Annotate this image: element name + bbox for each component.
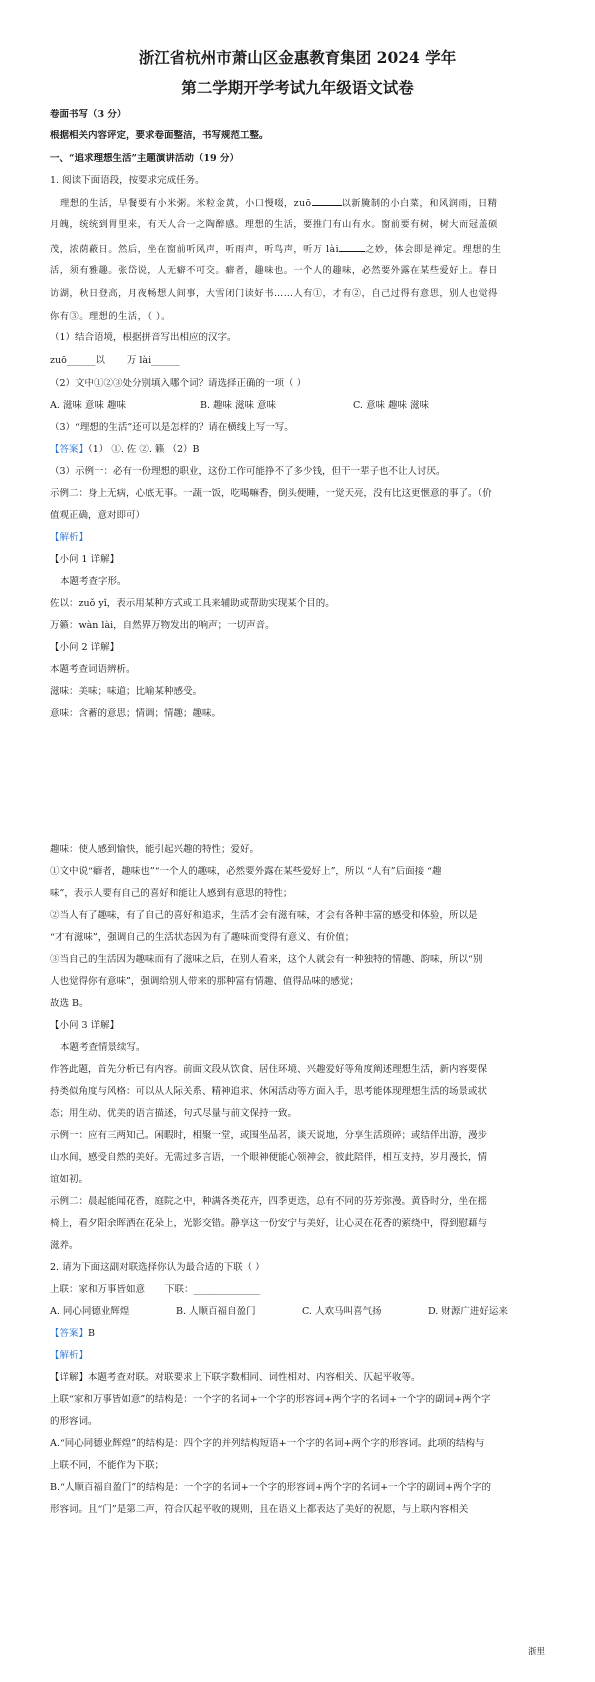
detail-line: ②当人有了趣味，有了自己的喜好和追求，生活才会有滋有味，才会有各种丰富的感受和体验，所以是 [50,910,478,921]
detail-line: 意味：含蓄的意思；情调；情趣；趣味。 [50,708,222,719]
detail-line: 示例一：应有三两知己。闲暇时，相聚一堂，或围坐品茗，谈天说地，分享生活琐碎；或结伴出游，漫步 [50,1130,488,1141]
detail-line: B.“人顺百福自盈门”的结构是：一个字的名词+一个字的形容词+两个字的名词+一个字的副词+两个字的 [50,1482,492,1493]
detail-line: 【详解】本题考查对联。对联要求上下联字数相同、词性相对、内容相关、仄起平收等。 [50,1372,421,1383]
title-line-2: 第二学期开学考试九年级语文试卷 [181,78,414,97]
section-1-heading: 一、“追求理想生活”主题演讲活动（19 分） [50,153,239,164]
q1-sub2: （2）文中①②③处分别填入哪个词？请选择正确的一项（ ） [50,378,307,389]
q1-options [50,400,545,412]
detail-line: 本题考查词语辨析。 [50,664,136,675]
detail-line: 态；用生动、优美的语言描述，句式尽量与前文保持一致。 [50,1108,298,1119]
detail-line: 作答此题，首先分析已有内容。前面文段从饮食、居住环境、兴趣爱好等角度阐述理想生活，新内容要保 [50,1064,488,1075]
detail-line: A.“同心同德业辉煌”的结构是：四个字的并列结构短语+一个字的名词+两个字的形容词。此项的结构与 [50,1438,485,1449]
detail-line: 形容词。且“门”是第二声，符合仄起平收的规则，且在语义上都表达了美好的祝愿，与上联内容相关 [50,1504,469,1515]
detail-line: 本题考查字形。 [60,576,127,587]
handwriting-note: 根据相关内容评定，要求卷面整洁，书写规范工整。 [50,130,269,141]
title-line-1: 浙江省杭州市萧山区金惠教育集团 2024 学年 [138,48,457,67]
detail-line: “才有滋味”，强调自己的生活状态因为有了趣味而变得有意义、有价值； [50,932,355,943]
detail-heading: 【小问 1 详解】 [50,554,120,565]
option-a: A. 滋味 意味 趣味 [50,400,126,411]
detail-line: 人也觉得你有意味”，强调给别人带来的那种富有情趣、值得品味的感觉； [50,976,359,987]
q1-answer3-line2: 示例二：身上无病，心底无事。一蔬一饭，吃喝嘛香，倒头便睡，一觉天亮，没有比这更惬意的事了。（价 [50,488,492,499]
handwriting-heading: 卷面书写（3 分） [50,109,127,120]
option-b: B. 趣味 滋味 意味 [200,400,277,411]
detail-line: 的形容词。 [50,1416,98,1427]
q1-prompt: 1. 阅读下面语段，按要求完成任务。 [50,175,205,186]
answer-label: 【答案】 [50,1328,89,1339]
q1-answer3: （3）示例一：必有一份理想的职业，这份工作可能挣不了多少钱，但干一辈子也不让人讨厌。 [50,466,446,477]
detail-line: ①文中说“癖者，趣味也”“一个人的趣味，必然要外露在某些爱好上”，所以 “人有”后面接 “趣 [50,866,442,877]
option-b: B. 人顺百福自盈门 [176,1306,256,1317]
passage-line: 茂，浓荫蔽日。然后，坐在窗前听风声，听雨声，听鸟声，听万 lài 之妙，体会即是禅定。理想的生 [50,244,502,255]
detail-line: 味”，表示人要有自己的喜好和能让人感到有意思的特性； [50,888,293,899]
detail-line: 上联不同，不能作为下联； [50,1460,165,1471]
detail-line: 山水间，感受自然的美好。无需过多言语，一个眼神便能心领神会，彼此陪伴，相互支持，岁月漫长，情 [50,1152,488,1163]
blank-underline [339,242,365,252]
q1-sub1-blanks: zuō______以 万 lài______ [50,355,180,366]
detail-line: 示例二：晨起能闻花香，庭院之中，种满各类花卉，四季更迭，总有不同的芬芳弥漫。黄昏时分，坐在摇 [50,1196,488,1207]
q2-prompt: 2. 请为下面这副对联选择你认为最合适的下联（ ） [50,1262,265,1273]
analysis-label: 【解析】 [50,1350,89,1361]
blank-underline [312,196,342,206]
detail-line: 谊如初。 [50,1174,89,1185]
passage-line: 你有③。理想的生活，（ ）。 [50,311,171,322]
detail-line: 本题考查情景续写。 [60,1042,146,1053]
passage-line: 活，须有雅趣。张岱说，人无癖不可交。癖者，趣味也。一个人的趣味，必然要外露在某些爱好上。春日 [50,265,498,276]
option-d: D. 财源广进好运来 [428,1306,508,1317]
q1-answer3-line3: 值观正确，意对即可） [50,510,146,521]
q2-options [50,1306,545,1318]
detail-line: 趣味：使人感到愉快，能引起兴趣的特性；爱好。 [50,844,260,855]
passage-line: 访湖，秋日登高，月夜畅想人间事，大雪闭门读好书……人有①，才有②，自己过得有意思，别人也觉得 [50,288,498,299]
passage-line: 月魄，统统到胃里来，有天人合一之陶醉感。理想的生活，要推门有山有水。窗前要有树，树大而冠盖硕 [50,219,498,230]
analysis-label: 【解析】 [50,532,89,543]
detail-line: 持类似角度与风格：可以从人际关系、精神追求、休闲活动等方面入手，思考能体现理想生活的场景或状 [50,1086,488,1097]
detail-line: 滋养。 [50,1240,79,1251]
passage-line: 理想的生活，早餐要有小米粥。米粒金黄，小口慢啜，zuō 以新腌制的小白菜，和风润雨，日精 [60,198,498,209]
detail-line: 万籁：wàn lài，自然界万物发出的响声；一切声音。 [50,620,275,631]
footer-mark: 浙里 [527,1647,545,1657]
detail-heading: 【小问 3 详解】 [50,1020,120,1031]
q1-sub1: （1）结合语境，根据拼音写出相应的汉字。 [50,332,237,343]
detail-heading: 【小问 2 详解】 [50,642,120,653]
q1-sub3: （3）“理想的生活”还可以是怎样的？请在横线上写一写。 [50,422,294,433]
option-c: C. 人欢马叫喜气扬 [302,1306,382,1317]
q2-answer: 【答案】B [50,1328,95,1339]
couplet-lower: 下联：______________ [165,1284,261,1295]
detail-line: ③当自己的生活因为趣味而有了滋味之后，在别人看来，这个人就会有一种独特的情趣、韵味，所以“别 [50,954,483,965]
q1-answer: 【答案】（1） ①. 佐 ②. 籁 （2）B [50,444,200,455]
couplet-upper: 上联：家和万事皆如意 [50,1284,146,1295]
q2-couplet [50,1284,545,1296]
option-c: C. 意味 趣味 滋味 [353,400,430,411]
detail-line: 椅上，看夕阳余晖洒在花朵上，光影交错。静享这一份安宁与美好，让心灵在花香的萦绕中，得到慰藉与 [50,1218,488,1229]
detail-line: 佐以：zuǒ yǐ，表示用某种方式或工具来辅助或帮助实现某个目的。 [50,598,335,609]
detail-line: 上联“家和万事皆如意”的结构是：一个字的名词+一个字的形容词+两个字的名词+一个字的副词+两个字 [50,1394,491,1405]
detail-line: 滋味：美味；味道；比喻某种感受。 [50,686,203,697]
option-a: A. 同心同德业辉煌 [50,1306,130,1317]
answer-label: 【答案】 [50,444,89,455]
detail-line: 故选 B。 [50,998,89,1009]
